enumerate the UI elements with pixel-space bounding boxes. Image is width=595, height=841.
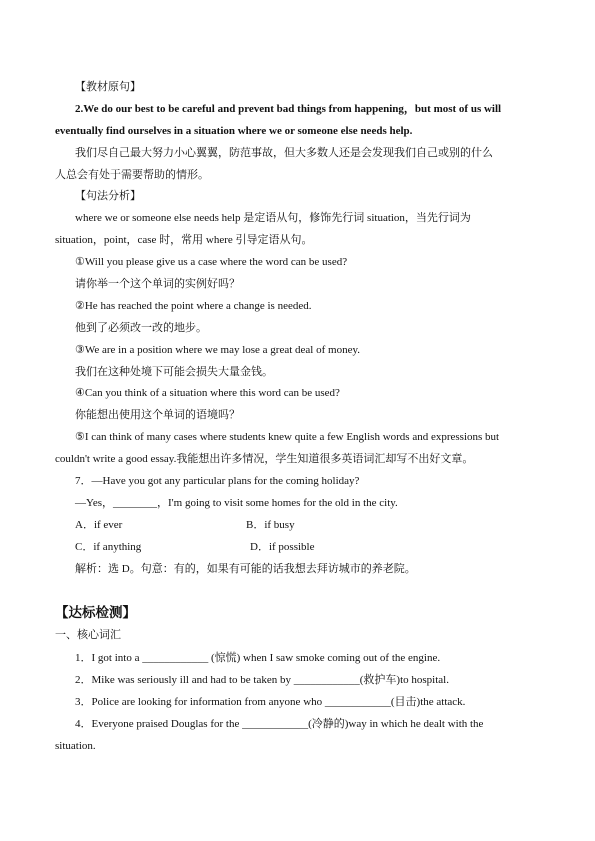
option-a: A．if ever <box>75 519 123 531</box>
example-4-chinese: 你能想出使用这个单词的语境吗？ <box>75 409 240 421</box>
exercise-4-line-1: 4．Everyone praised Douglas for the ____________(冷静的)way in which he dealt with the <box>75 718 484 730</box>
example-2-english: ②He has reached the point where a change is needed. <box>75 300 312 312</box>
exercise-1: 1．I got into a ____________ (惊慌) when I saw smoke coming out of the engine. <box>75 652 441 664</box>
question-7-stem: 7．—Have you got any particular plans for the coming holiday? <box>75 475 360 487</box>
question-7-explanation: 解析：选 D。句意：有的，如果有可能的话我想去拜访城市的养老院。 <box>75 563 416 575</box>
original-sentence-line-2: eventually find ourselves in a situation where we or someone else needs help. <box>55 125 413 137</box>
example-4-english: ④Can you think of a situation where this word can be used? <box>75 387 340 399</box>
exercise-4-line-2: situation. <box>55 740 96 752</box>
example-1-english: ①Will you please give us a case where the word can be used? <box>75 256 348 268</box>
example-5-line-2: couldn't write a good essay.我能想出许多情况，学生知道很多英语词汇却写不出好文章。 <box>55 453 474 465</box>
example-2-chinese: 他到了必须改一改的地步。 <box>75 322 207 334</box>
syntax-analysis-label: 【句法分析】 <box>75 190 141 202</box>
exercise-3: 3．Police are looking for information from anyone who ____________(目击)the attack. <box>75 696 466 708</box>
example-5-line-1: ⑤I can think of many cases where students knew quite a few English words and expressions but <box>75 431 500 443</box>
source-sentence-label: 【教材原句】 <box>75 81 141 93</box>
exercise-2: 2．Mike was seriously ill and had to be taken by ____________(救护车)to hospital. <box>75 674 449 686</box>
option-d: D．if possible <box>250 541 315 553</box>
section-heading-test: 【达标检测】 <box>55 605 136 620</box>
analysis-line-1: where we or someone else needs help 是定语从句，修饰先行词 situation，当先行词为 <box>75 212 471 224</box>
example-3-chinese: 我们在这种处境下可能会损失大量金钱。 <box>75 366 273 378</box>
analysis-line-2: situation，point，case 时，常用 where 引导定语从句。 <box>55 234 313 246</box>
original-sentence-line-1: 2.We do our best to be careful and prevent bad things from happening，but most of us will <box>75 103 502 115</box>
option-b: B．if busy <box>246 519 295 531</box>
question-7-answer-line: —Yes，________，I'm going to visit some homes for the old in the city. <box>75 497 398 509</box>
option-c: C．if anything <box>75 541 142 553</box>
original-translation-line-2: 人总会有处于需要帮助的情形。 <box>55 169 209 181</box>
example-3-english: ③We are in a position where we may lose a great deal of money. <box>75 344 360 356</box>
part-1-heading: 一、核心词汇 <box>55 629 121 641</box>
example-1-chinese: 请你举一个这个单词的实例好吗？ <box>75 278 240 290</box>
original-translation-line-1: 我们尽自己最大努力小心翼翼，防范事故，但大多数人还是会发现我们自己或别的什么 <box>75 147 493 159</box>
